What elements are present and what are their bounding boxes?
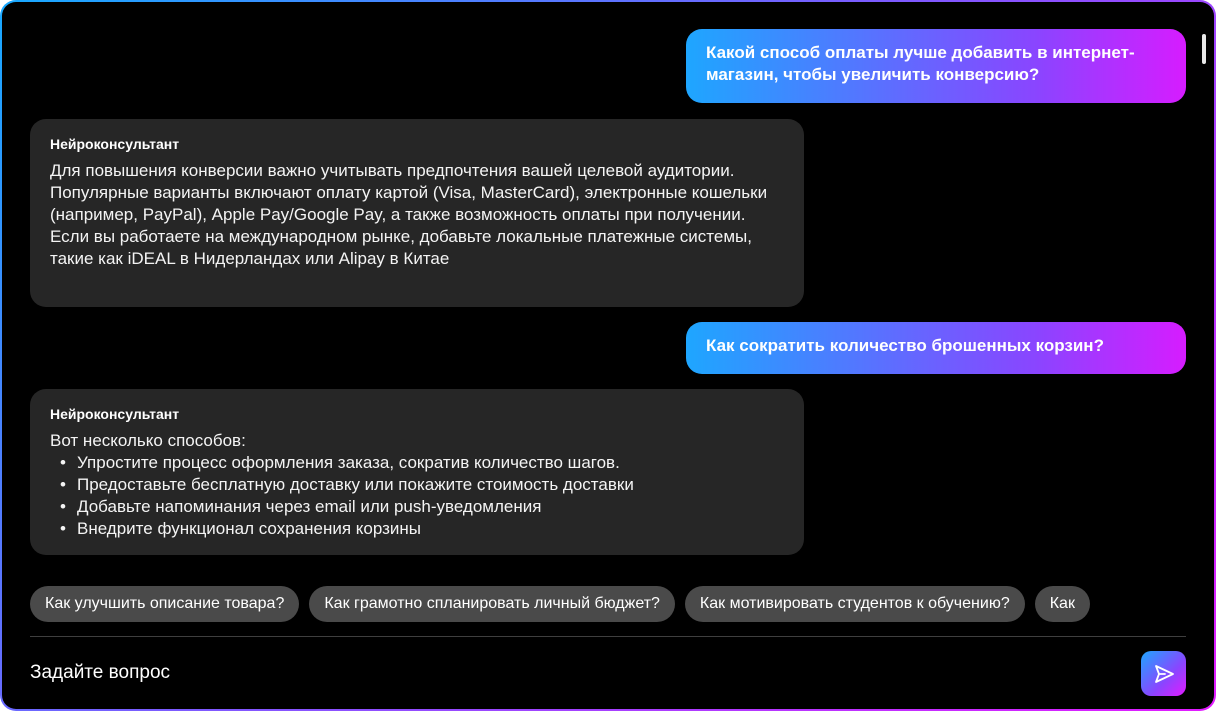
bot-name: Нейроконсультант	[50, 136, 180, 152]
bot-name: Нейроконсультант	[50, 406, 180, 422]
bot-message-list	[50, 452, 784, 540]
suggestion-chip[interactable]: Как	[1035, 586, 1090, 622]
suggestion-chip[interactable]: Как грамотно спланировать личный бюджет?	[309, 586, 675, 622]
send-button[interactable]	[1141, 651, 1186, 696]
chat-window	[2, 2, 1214, 709]
composer	[30, 650, 1186, 696]
divider	[30, 636, 1186, 637]
suggestion-chips	[30, 586, 1214, 622]
chat-history	[2, 2, 1214, 572]
bot-message	[30, 389, 804, 555]
suggestion-chip[interactable]: Как улучшить описание товара?	[30, 586, 299, 622]
bot-message	[30, 119, 804, 307]
list-item: • Внедрите функционал сохранения корзины	[50, 518, 784, 540]
bot-message-text: Для повышения конверсии важно учитывать предпочтения вашей целевой аудитории. Популярные варианты включают оплату картой (Visa, MasterCard), электронные кошельки (например, PayPal), Apple Pay/Google Pay, а также возможность оплаты при получении. Если вы работаете на международном рынке, добавьте локальные платежные системы, такие как iDEAL в Нидерландах или Alipay в Китае	[50, 161, 768, 268]
suggestion-chip[interactable]: Как мотивировать студентов к обучению?	[685, 586, 1025, 622]
user-message: Какой способ оплаты лучше добавить в интернет-магазин, чтобы увеличить конверсию?	[686, 29, 1186, 103]
list-item: • Предоставьте бесплатную доставку или покажите стоимость доставки	[50, 474, 784, 496]
send-icon	[1152, 662, 1176, 686]
list-item: • Добавьте напоминания через email или push-уведомления	[50, 496, 784, 518]
list-item: • Упростите процесс оформления заказа, сократив количество шагов.	[50, 452, 784, 474]
scrollbar-thumb[interactable]	[1202, 34, 1206, 64]
question-input[interactable]	[30, 650, 1120, 696]
user-message: Как сократить количество брошенных корзин?	[686, 322, 1186, 374]
bot-message-intro: Вот несколько способов:	[50, 431, 246, 450]
